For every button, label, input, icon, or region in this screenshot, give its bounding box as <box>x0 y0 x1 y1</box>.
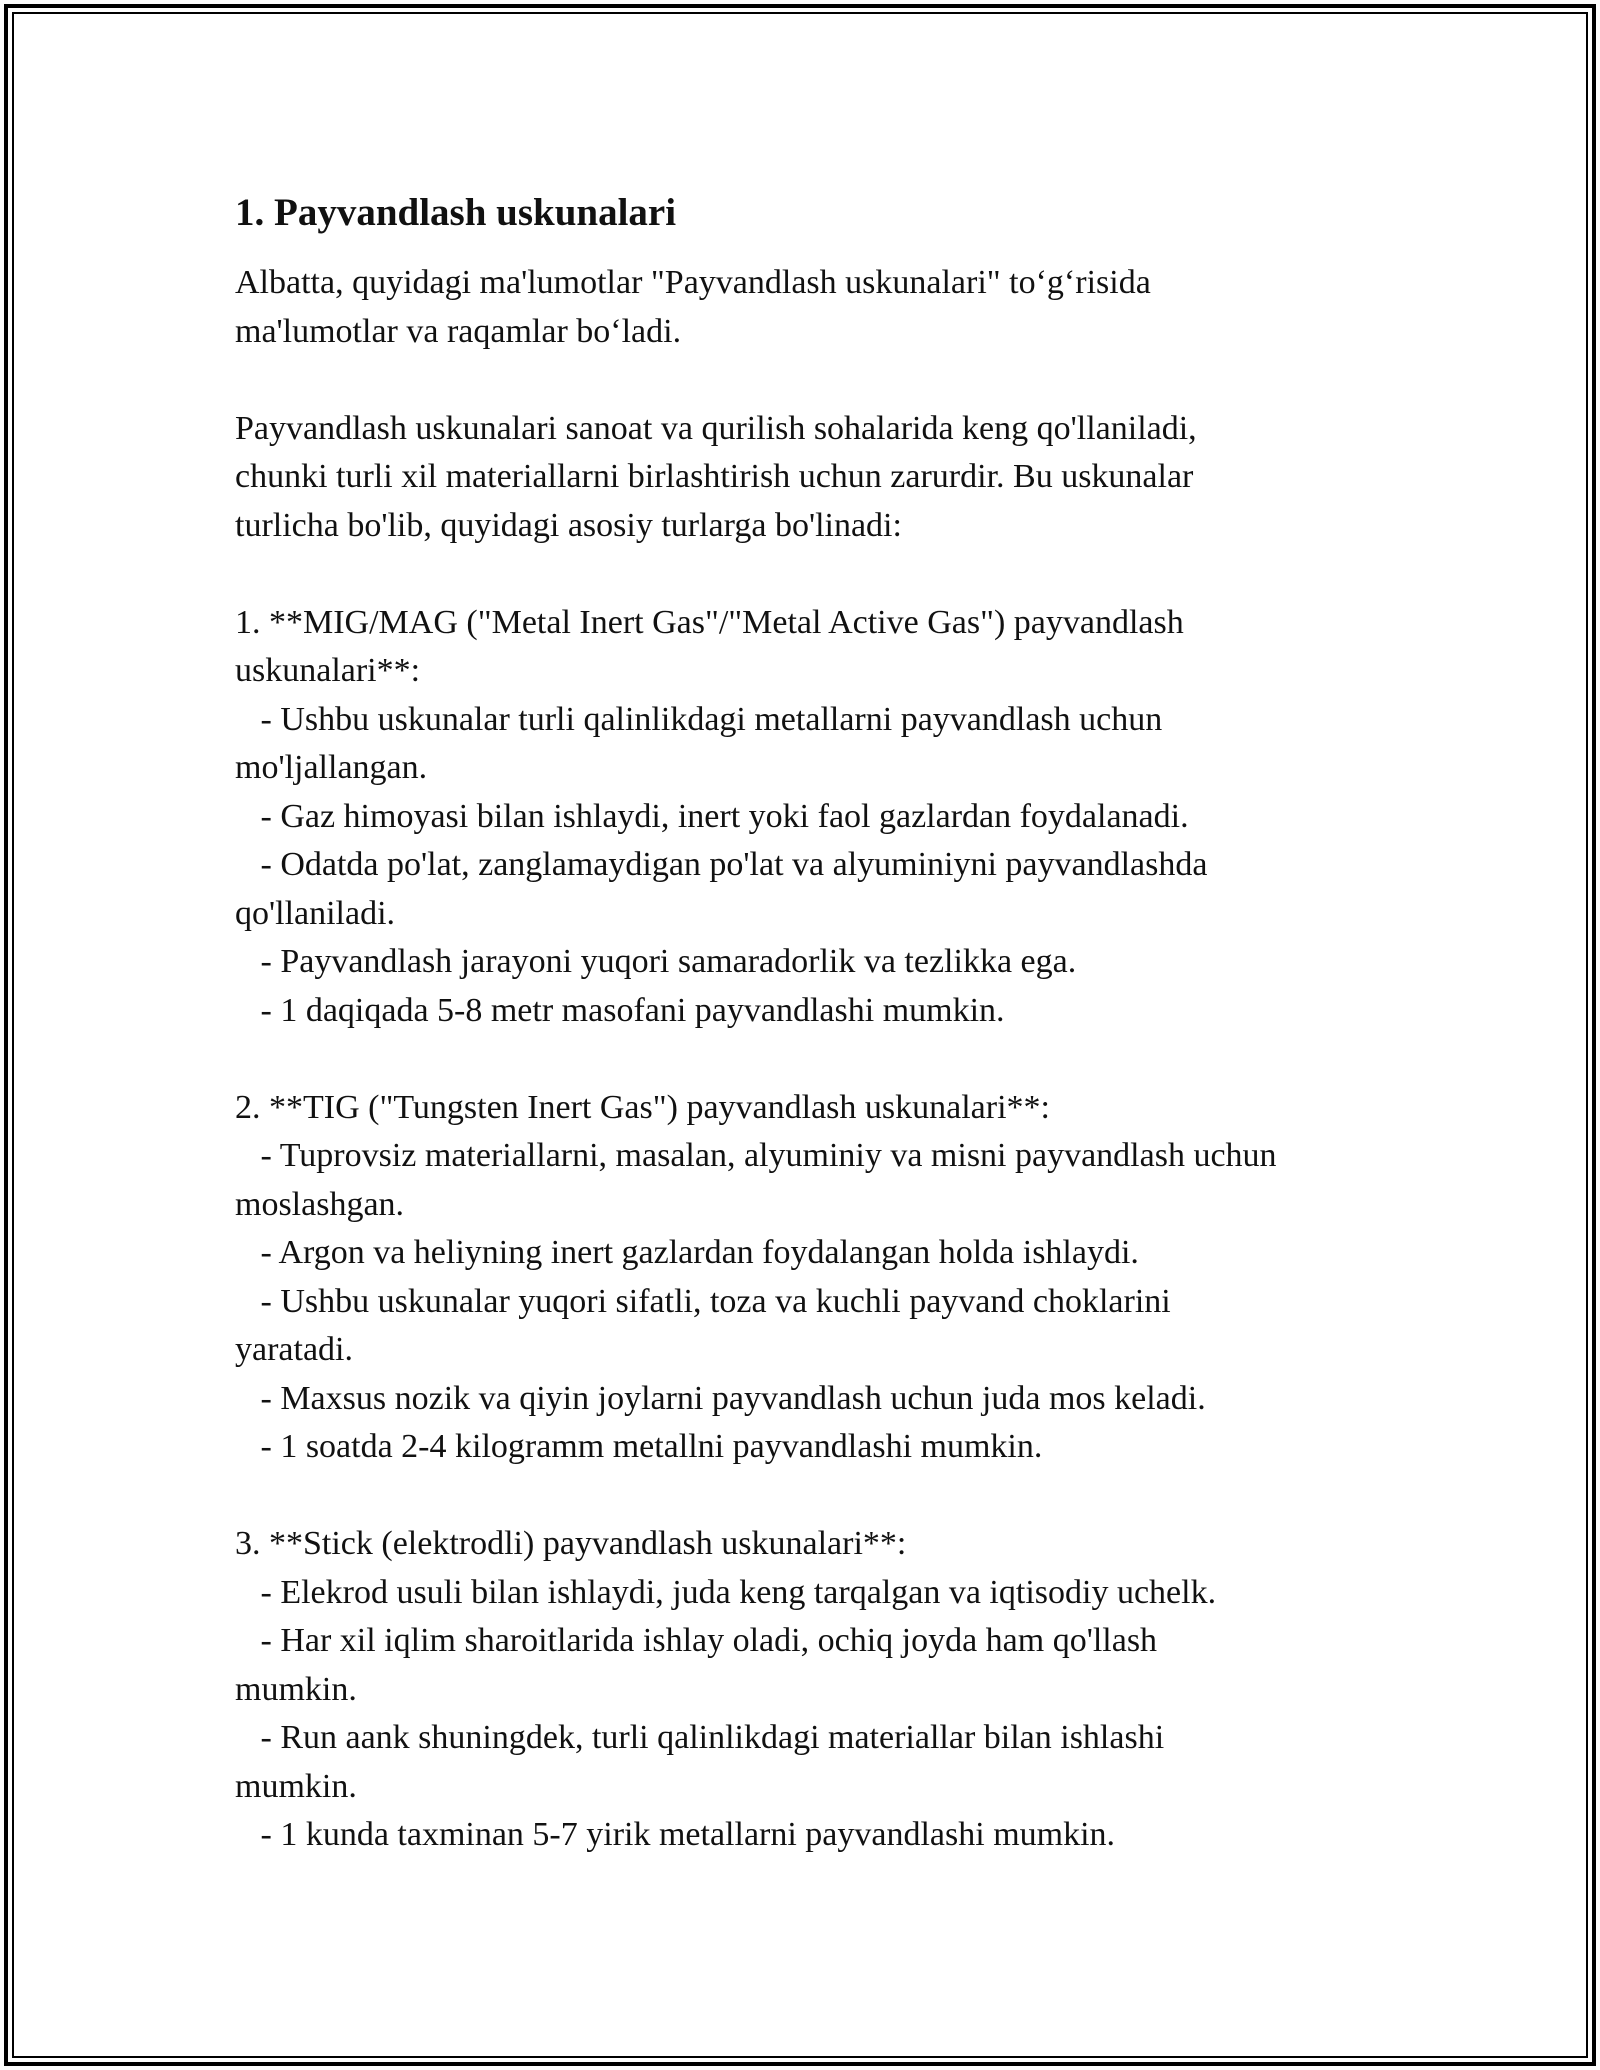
text-line: turlicha bo'lib, quyidagi asosiy turlarga bo'linadi: <box>235 506 902 544</box>
text-line: uskunalari**: <box>235 652 421 689</box>
blank-line <box>235 550 1385 599</box>
text-line: - Tuprovsiz materiallarni, masalan, alyuminiy va misni payvandlash uchun <box>235 1137 1277 1174</box>
text-line: 3. **Stick (elektrodli) payvandlash uskunalari**: <box>235 1525 907 1562</box>
text-line: - Gaz himoyasi bilan ishlaydi, inert yoki faol gazlardan foydalanadi. <box>235 797 1189 835</box>
text-line: - Argon va heliyning inert gazlardan foydalangan holda ishlaydi. <box>235 1234 1139 1271</box>
document-body <box>235 259 1385 1860</box>
text-line: Payvandlash uskunalari sanoat va qurilish sohalarida keng qo'llaniladi, <box>235 409 1197 447</box>
text-line: mumkin. <box>235 1767 357 1805</box>
text-line: - Elekrod usuli bilan ishlaydi, juda keng tarqalgan va iqtisodiy uchelk. <box>235 1573 1217 1611</box>
text-line: mumkin. <box>235 1670 357 1708</box>
blank-line <box>235 1472 1385 1521</box>
text-line: mo'ljallangan. <box>235 749 428 786</box>
text-line: ma'lumotlar va raqamlar bo‘ladi. <box>235 312 682 350</box>
text-line: - Maxsus nozik va qiyin joylarni payvandlash uchun juda mos keladi. <box>235 1379 1206 1417</box>
text-line: - Payvandlash jarayoni yuqori samaradorlik va tezlikka ega. <box>235 943 1077 980</box>
text-line: yaratadi. <box>235 1331 353 1368</box>
text-line: qo'llaniladi. <box>235 894 396 932</box>
blank-line <box>235 1035 1385 1084</box>
text-line: 1. **MIG/MAG ("Metal Inert Gas"/"Metal Active Gas") payvandlash <box>235 603 1184 641</box>
text-line: Albatta, quyidagi ma'lumotlar "Payvandlash uskunalari" to‘g‘risida <box>235 264 1151 301</box>
text-line: moslashgan. <box>235 1185 405 1223</box>
text-line: chunki turli xil materiallarni birlashtirish uchun zarurdir. Bu uskunalar <box>235 458 1194 495</box>
text-line: - 1 soatda 2-4 kilogramm metallni payvandlashi mumkin. <box>235 1428 1043 1465</box>
document-title: 1. Payvandlash uskunalari <box>235 191 677 234</box>
blank-line <box>235 356 1385 405</box>
text-line: 2. **TIG ("Tungsten Inert Gas") payvandlash uskunalari**: <box>235 1088 1050 1126</box>
text-line: - Har xil iqlim sharoitlarida ishlay oladi, ochiq joyda ham qo'llash <box>235 1622 1158 1659</box>
text-line: - Ushbu uskunalar yuqori sifatli, toza va kuchli payvand choklarini <box>235 1282 1171 1320</box>
text-line: - 1 kunda taxminan 5-7 yirik metallarni payvandlashi mumkin. <box>235 1816 1116 1853</box>
text-line: - Ushbu uskunalar turli qalinlikdagi metallarni payvandlash uchun <box>235 700 1163 738</box>
text-line: - 1 daqiqada 5-8 metr masofani payvandlashi mumkin. <box>235 991 1005 1029</box>
text-line: - Run aank shuningdek, turli qalinlikdagi materiallar bilan ishlashi <box>235 1719 1165 1756</box>
text-line: - Odatda po'lat, zanglamaydigan po'lat va alyuminiyni payvandlashda <box>235 846 1208 883</box>
document-content <box>235 185 1385 1860</box>
